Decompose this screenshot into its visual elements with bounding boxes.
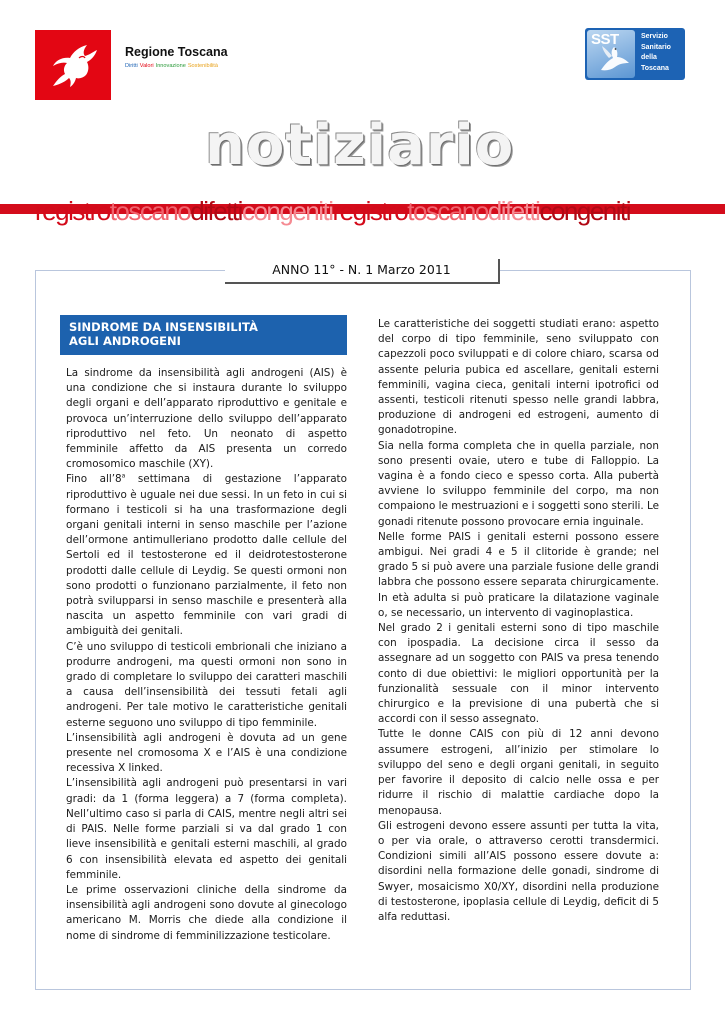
- sst-tile: [587, 30, 635, 78]
- section-title: [60, 315, 347, 355]
- motto-word: Valori: [139, 63, 154, 69]
- regione-toscana-logo: [35, 30, 111, 100]
- article-right-column: [378, 317, 659, 925]
- paragraph: Nel grado 2 i genitali esterni sono di tipo maschile con ipospadia. La decisione circa il sesso da assegnare ad un soggetto con PAIS va presa tenendo conto di due obiettivi: le migliori opportunità per la funzionalità sessuale con il minor intervento chirurgico e la previsione di una pubertà che si accordi con il sesso assegnato.: [378, 622, 659, 726]
- superscript: a: [121, 472, 126, 480]
- band-word: difetti: [190, 196, 242, 226]
- region-name: Regione Toscana: [125, 45, 228, 59]
- sst-service-name: [641, 32, 683, 74]
- sst-text-line: Sanitario: [641, 43, 671, 51]
- paragraph: L’insensibilità agli androgeni può presentarsi in vari gradi: da 1 (forma leggera) a 7 (forma completa). Nell’ultimo caso si parla di CAIS, mentre negli altri sei di PAIS. Nelle forme parziali si va dal grado 1 con lieve insensibilità e genitali esterni maschili, al grado 6 con insensibilità elevata ed aspetto dei genitali femminile.: [66, 777, 347, 881]
- paragraph: Gli estrogeni devono essere assunti per tutta la vita, o per via orale, o attraverso cerotti transdermici. Condizioni simili all’AIS possono essere dovute a: disordini nella formazione delle gonadi, sindrome di Swyer, mosaicismo X0/XY, disordini nella produzione di testosterone, ipoplasia cellule di Leydig, deficit di 5 alfa reduttasi.: [378, 819, 659, 923]
- paragraph: C’è uno sviluppo di testicoli embrionali che iniziano a produrre androgeni, ma questi ormoni non sono in grado di completare lo sviluppo dei caratteri maschili a causa dell’insensibilità dei tessuti fetali agli androgeni. Per tale motivo le caratteristiche genitali esterne seguono uno sviluppo di tipo femminile.: [66, 640, 347, 729]
- motto-word: Innovazione: [155, 63, 186, 69]
- sst-text-line: Toscana: [641, 64, 669, 72]
- motto-word: Sostenibilità: [187, 63, 218, 69]
- paragraph: Nelle forme PAIS i genitali esterni possono essere ambigui. Nei gradi 4 e 5 il clitoride è grande; nel grado 5 si può avere una parziale fusione delle grandi labbra che possono essere separata chirurgicamente. In età adulta si può praticare la dilatazione vaginale o, se necessario, un intervento di vaginoplastica.: [378, 530, 659, 619]
- paragraph-text: settimana di gestazione l’apparato riproduttivo è uguale nei due sessi. In un feto in cui si formano i testicoli si ha una trasformazione degli organi genitali interni in senso maschile per l’azione dell’ormone antimulleriano prodotto dalle cellule del Sertoli ed il testosterone ed il deidrotestosterone prodotti dalle cellule di Leydig. Se questi ormoni non sono prodotti o funzionano parzialmente, il feto non potrà svilupparsi in senso maschile e presenterà alla nascita un aspetto femminile con vari gradi di ambiguità dei genitali.: [66, 473, 347, 638]
- paragraph: [66, 472, 347, 639]
- paragraph: Tutte le donne CAIS con più di 12 anni devono assumere estrogeni, all’inizio per stimolare lo sviluppo del seno e degli organi genitali, in seguito per favorire il deposito di calcio nelle ossa e per ridurre il rischio di malattie cardiache dopo la menopausa.: [378, 728, 659, 817]
- sst-text-line: della: [641, 54, 657, 61]
- region-motto: [125, 63, 220, 69]
- paragraph-text: Fino all’8: [66, 473, 122, 486]
- band-word: congeniti: [539, 196, 631, 226]
- pegasus-icon: [43, 36, 103, 94]
- paragraph: L’insensibilità agli androgeni è dovuta ad un gene presente nel cromosoma X e l’AIS è una condizione recessiva X linked.: [66, 731, 347, 775]
- masthead-title: notiziario: [205, 113, 515, 178]
- paragraph: La sindrome da insensibilità agli androgeni (AIS) è una condizione che si instaura durante lo sviluppo degli organi e dell’apparato riproduttivo e genitale e provoca un’interruzione dello sviluppo dell’apparato riproduttivo nel feto. Un neonato di aspetto femminile affetto da AIS presenta un corredo cromosomico maschile (XY).: [66, 367, 347, 471]
- sst-label: SST: [591, 31, 619, 48]
- band-word: congeniti: [241, 196, 333, 226]
- section-title-line: AGLI ANDROGENI: [69, 334, 181, 348]
- section-title-line: SINDROME DA INSENSIBILITÀ: [69, 320, 258, 334]
- band-word: registro: [35, 196, 110, 226]
- band-word: toscano: [407, 196, 488, 226]
- registry-band: [35, 194, 630, 228]
- band-word: registro: [332, 196, 408, 226]
- paragraph: Sia nella forma completa che in quella parziale, non sono presenti ovaie, utero e tube di Falloppio. La vagina è a fondo cieco e spesso corta. Alla pubertà avviene lo sviluppo femminile del corpo, ma non compaiono le mestruazioni e i soggetti sono sterili. Le gonadi ritenute possono provocare ernia inguinale.: [378, 439, 659, 528]
- band-word: difetti: [487, 196, 540, 226]
- paragraph: Le prime osservazioni cliniche della sindrome da insensibilità agli androgeni sono dovute al ginecologo americano M. Morris che diede alla condizione il nome di sindrome di femminilizzazione testicolare.: [66, 883, 347, 942]
- motto-word: Diritti: [125, 63, 138, 69]
- article-left-column: [66, 366, 347, 944]
- paragraph: Le caratteristiche dei soggetti studiati erano: aspetto del corpo di tipo femminile, seno sviluppato con capezzoli poco sviluppati e di colore chiaro, scarsa od assente peluria pubica ed ascellare, genitali esterni femminili, vagina cieca, genitali interni ipotrofici od assenti, testicoli ritenuti spesso nelle grandi labbra, produzione di androgeni ed estrogeni, aumento di gonadotropine.: [378, 318, 659, 437]
- sst-logo: [585, 28, 685, 80]
- band-word: toscano: [109, 196, 191, 226]
- sst-text-line: Servizio: [641, 33, 668, 40]
- issue-line: ANNO 11° - N. 1 Marzo 2011: [225, 259, 500, 284]
